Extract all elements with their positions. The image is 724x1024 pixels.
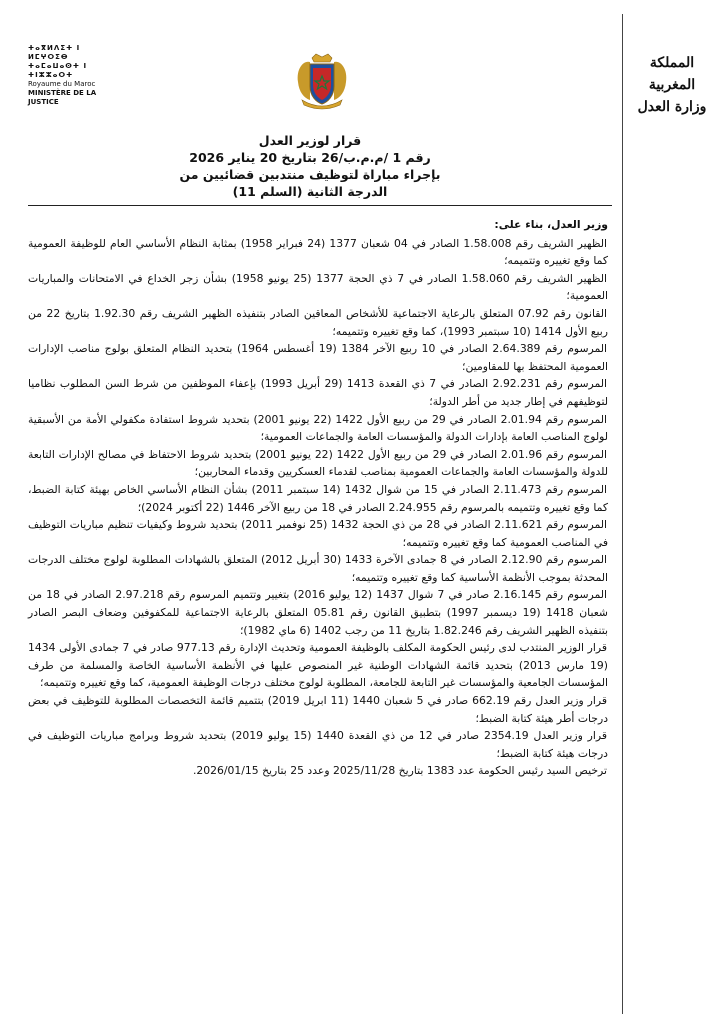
legal-reference: المرسوم رقم 2.92.231 الصادر في 7 ذي القعدة 1413 (29 أبريل 1993) بإعفاء الموظفين من شرط السن المطلوب نظاميا لتوظيفهم في إطار جديد من أطر الدولة؛ bbox=[28, 377, 608, 408]
legal-reference: قرار الوزير المنتدب لدى رئيس الحكومة المكلف بالوظيفة العمومية وتحديث الإدارة رقم 977.13 صادر في 7 جمادى الأولى 1434 (19 مارس 2013) بتحديد قائمة الشهادات الوطنية غير المنصوص عليها في الأنظمة الأساسية الخاصة والمسلمة من طرف المؤسسات الجامعية والمؤسسات غير التابعة للجامعة، المطلوبة لولوج مختلف درجات الوظيفة العمومية، كما وقع تغييره وتتميمه؛ bbox=[28, 641, 608, 690]
header-divider bbox=[28, 205, 612, 206]
legal-reference: المرسوم رقم 2.01.94 الصادر في 29 من ربيع الأول 1422 (22 يونيو 2001) بتحديد شروط استفادة مكفولي الأمة من الأسبقية لولوج المناصب العامة بإدارات الدولة والمؤسسات العامة والجماعات العمومية؛ bbox=[28, 412, 608, 444]
legal-reference: الظهير الشريف رقم 1.58.008 الصادر في 04 شعبان 1377 (24 فبراير 1958) بمثابة النظام الأساسي العام للوظيفة العمومية كما وقع تغييره وتتميمه؛ bbox=[28, 236, 608, 268]
ministry-header-arabic bbox=[632, 52, 712, 118]
decision-body bbox=[28, 216, 608, 780]
decision-number: رقم 1 /م.م.ب/26 بتاريخ 20 يناير 2026 bbox=[189, 150, 431, 165]
decision-heading bbox=[160, 132, 460, 200]
legal-reference: المرسوم رقم 2.11.621 الصادر في 28 من ذي الحجة 1432 (25 نوفمبر 2011) بتحديد شروط وكيفيات تنظيم مباريات التوظيف في المناصب العمومية كما وقع تغييره وتتميمه؛ bbox=[28, 518, 608, 549]
ministry-name-fr: MINISTÈRE DE LA JUSTICE bbox=[28, 89, 97, 106]
legal-reference: المرسوم رقم 2.16.145 صادر في 7 شوال 1437 (12 يوليو 2016) بتغيير وتتميم المرسوم رقم 2.97.218 الصادر في 18 من شعبان 1418 (19 ديسمبر 1997) بتطبيق القانون رقم 05.81 المتعلق بالرعاية الاجتماعية للمكفوفين وضعاف البصر الصادر بتنفيذه الظهير الشريف رقم 1.82.246 بتاريخ 11 من رجب 1402 (6 ماي 1982)؛ bbox=[28, 588, 608, 637]
ministry-logo bbox=[28, 44, 124, 107]
body-intro: وزير العدل، بناء على: bbox=[494, 218, 608, 231]
decision-subject: بإجراء مباراة لتوظيف منتدبين قضائيين من الدرجة الثانية (السلم 11) bbox=[179, 167, 441, 199]
margin-divider bbox=[622, 14, 623, 1014]
coat-of-arms-emblem bbox=[294, 52, 350, 110]
legal-reference: المرسوم رقم 2.64.389 الصادر في 10 ربيع الآخر 1384 (19 أغسطس 1964) بتحديد النظام المتعلق بولوج مناصب الإدارات العمومية المحتفظ بها للمقاومين؛ bbox=[28, 342, 608, 373]
legal-reference: القانون رقم 07.92 المتعلق بالرعاية الاجتماعية للأشخاص المعاقين الصادر بتنفيذه الظهير الشريف رقم 1.92.30 بتاريخ 22 من ربيع الأول 1414 (10 سبتمبر 1993)، كما وقع تغييره وتتميمه؛ bbox=[28, 306, 608, 338]
legal-reference: المرسوم رقم 2.12.90 الصادر في 8 جمادى الآخرة 1433 (30 أبريل 2012) المتعلق بالشهادات المطلوبة لولوج مختلف الدرجات المحدثة بموجب الأنظمة الأساسية كما وقع تغييره وتتميمه؛ bbox=[28, 553, 608, 584]
tifinagh-line-2: ⵜⴰⵎⴰⵡⴰⵙⵜ ⵏ ⵜⵏⵣⵣⴰⵔⵜ bbox=[28, 62, 88, 79]
kingdom-name-fr: Royaume du Maroc bbox=[28, 80, 96, 88]
legal-reference: قرار وزير العدل 2354.19 صادر في 12 من ذي القعدة 1440 (15 يوليو 2019) بتحديد شروط وبرامج مباريات التوظيف في درجات هيئة كتابة الضبط؛ bbox=[28, 729, 608, 760]
legal-reference: المرسوم رقم 2.11.473 الصادر في 15 من شوال 1432 (14 سبتمبر 2011) بشأن النظام الأساسي الخاص بهيئة كتابة الضبط، كما وقع تغييره وتتميمه بالمرسوم رقم 2.24.955 الصادر في 18 من ربيع الآخر 1446 (22 أكتوبر 2024)؛ bbox=[28, 482, 608, 514]
legal-reference: المرسوم رقم 2.01.96 الصادر في 29 من ربيع الأول 1422 (22 يونيو 2001) بتحديد شروط الاحتفاظ في مصالح الإدارات التابعة للدولة والمؤسسات العامة والجماعات العمومية بمناصب لقدماء العسكريين وقدماء المحاربين؛ bbox=[28, 447, 608, 479]
decision-title: قرار لوزير العدل bbox=[258, 133, 362, 148]
kingdom-name-ar: المملكة المغربية bbox=[648, 55, 696, 93]
authorization-line: ترخيص السيد رئيس الحكومة عدد 1383 بتاريخ 2025/11/28 وعدد 25 بتاريخ 2026/01/15. bbox=[192, 764, 607, 778]
ministry-name-ar: وزارة العدل bbox=[637, 99, 707, 115]
legal-reference: قرار وزير العدل رقم 662.19 صادر في 5 شعبان 1440 (11 ابريل 2019) بتتميم قائمة التخصصات المطلوبة للتوظيف في بعض درجات أطر هيئة كتابة الضبط؛ bbox=[28, 694, 608, 725]
legal-reference: الظهير الشريف رقم 1.58.060 الصادر في 7 ذي الحجة 1377 (25 يونيو 1958) بشأن زجر الخداع في الامتحانات والمباريات العمومية؛ bbox=[28, 271, 608, 303]
tifinagh-line: ⵜⴰⴳⵍⴷⵉⵜ ⵏ ⵍⵎⵖⵔⵉⴱ bbox=[28, 44, 81, 61]
